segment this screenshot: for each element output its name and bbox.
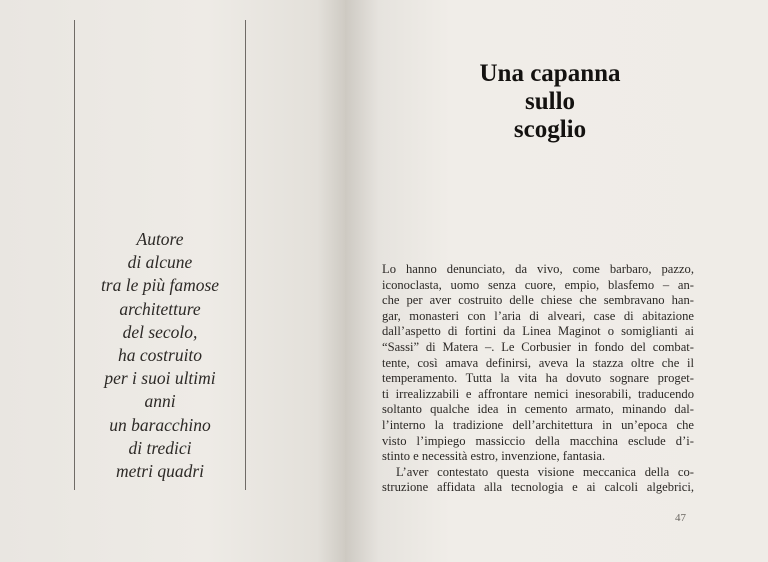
- text-line: stinto e necessità estro, invenzione, fantasia.: [382, 449, 606, 464]
- title-line: Una capanna: [479, 60, 621, 87]
- quote-line: architetture: [119, 298, 201, 319]
- quote-line: anni: [144, 391, 176, 412]
- chapter-title: [440, 60, 660, 144]
- text-line: iconoclasta, uomo senza cuore, empio, blasfemo – an-: [382, 277, 694, 292]
- text-line: temperamento. Tutta la vita ha dovuto sognare proget-: [382, 371, 694, 386]
- title-line: sullo: [524, 88, 576, 115]
- text-line: soltanto qualche idea in cemento armato, minando dal-: [382, 402, 694, 417]
- text-line: Lo hanno denunciato, da vivo, come barbaro, pazzo,: [382, 262, 694, 276]
- quote-line: per i suoi ultimi: [104, 368, 216, 389]
- text-line: “Sassi” di Matera –. Le Corbusier in fondo del combat-: [382, 339, 694, 354]
- quote-line: del secolo,: [122, 321, 198, 342]
- text-line: gar, monasteri con l’aria di alveari, case di abitazione: [382, 308, 694, 323]
- text-line: visto l’impiego massiccio della macchina esclude d’i-: [382, 433, 694, 448]
- page-number: 47: [675, 512, 686, 524]
- left-page: [0, 0, 345, 562]
- text-line: tente, così amava definirsi, aveva la stazza oltre che il: [382, 355, 694, 370]
- title-line: scoglio: [513, 116, 587, 143]
- left-vertical-rule: [74, 20, 75, 490]
- pull-quote: [76, 228, 244, 483]
- text-line: ti irrealizzabili e affrontare nemici inesorabili, traducendo: [382, 386, 694, 401]
- text-line: L’aver contestato questa visione meccanica della co-: [396, 464, 694, 479]
- quote-line: di tredici: [128, 437, 192, 458]
- text-line: l’interno la tradizione dell’architettura in un’epoca che: [382, 417, 694, 432]
- text-line: struzione affidata alla tecnologia e ai calcoli algebrici,: [382, 480, 694, 495]
- text-line: che per aver costruito delle chiese che sembravano han-: [382, 293, 694, 308]
- quote-line: ha costruito: [117, 345, 203, 366]
- right-vertical-rule: [245, 20, 246, 490]
- quote-line: Autore: [136, 229, 184, 249]
- quote-line: metri quadri: [116, 461, 204, 482]
- quote-line: un baracchino: [109, 414, 211, 435]
- text-line: dall’aspetto di fortini da Linea Maginot o somiglianti ai: [382, 324, 694, 339]
- body-paragraph: [382, 262, 694, 496]
- quote-line: tra le più famose: [100, 275, 220, 296]
- quote-line: di alcune: [127, 252, 193, 273]
